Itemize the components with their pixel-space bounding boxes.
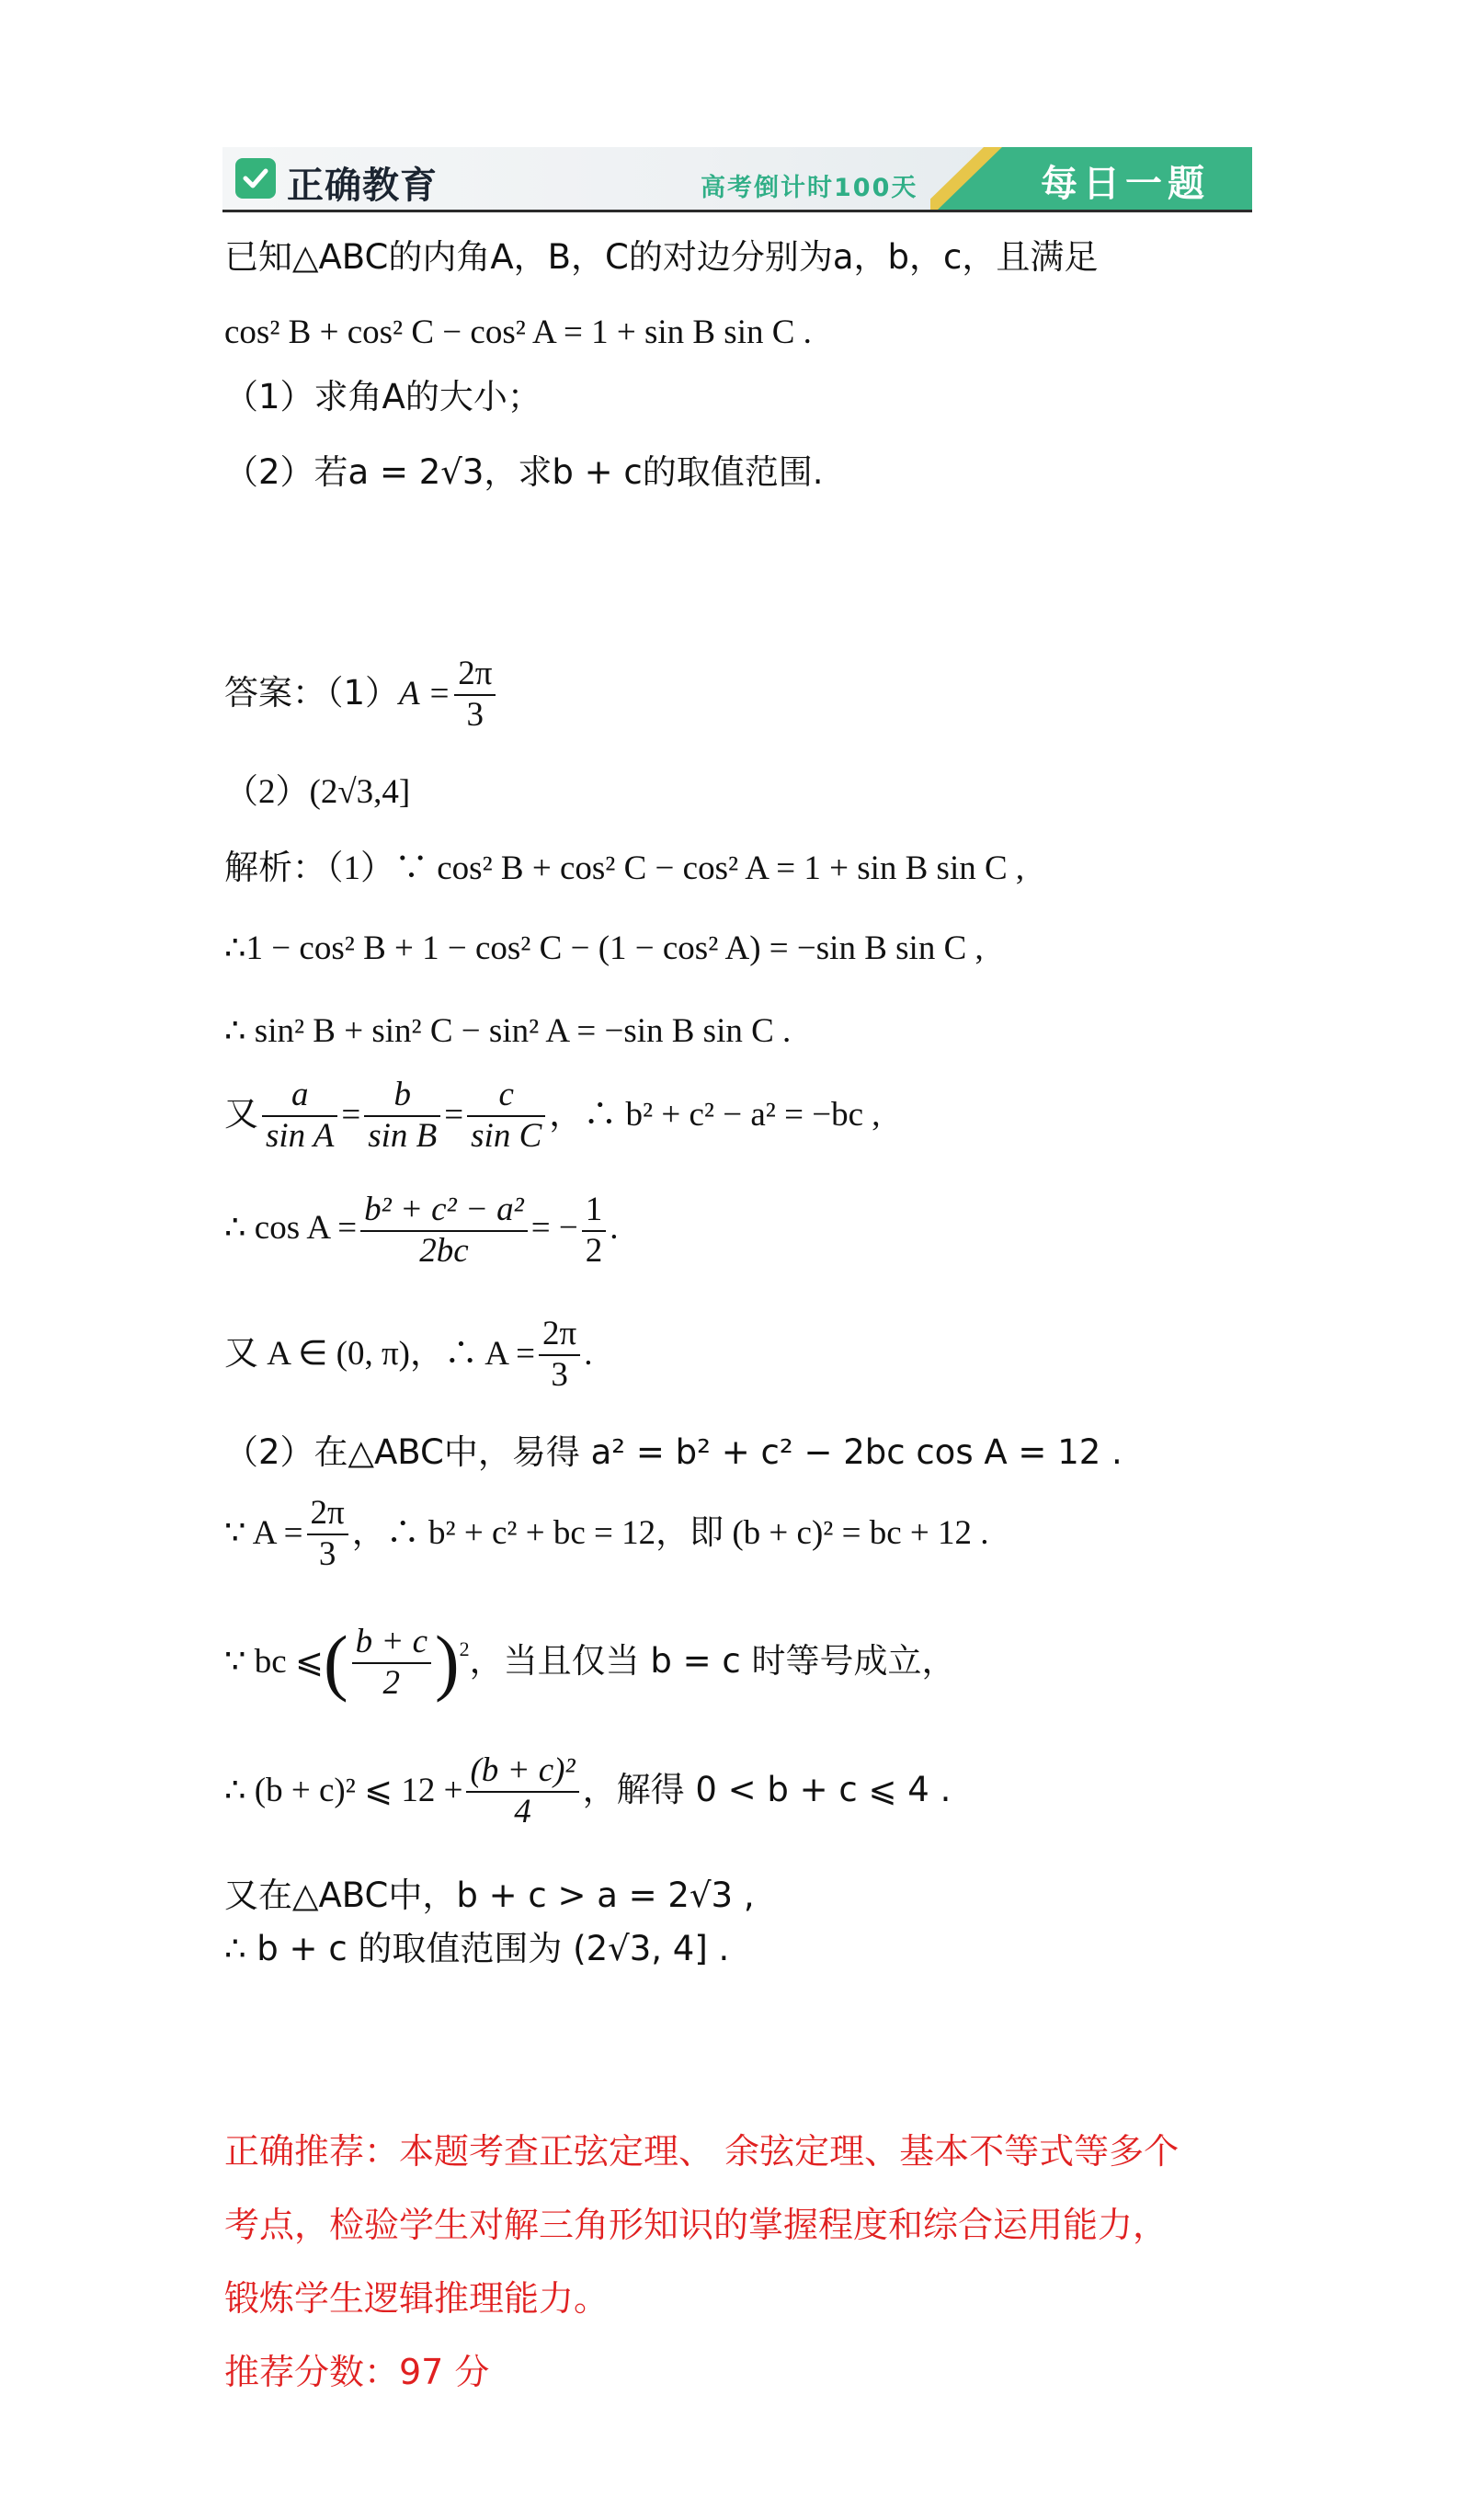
answer-1-prefix: （1）: [326, 673, 400, 713]
brand-name: 正确教育: [287, 165, 438, 207]
recommend-line-3: 锻炼学生逻辑推理能力。: [224, 2278, 610, 2319]
ratio-b-fraction: [364, 1076, 440, 1156]
fraction-numerator: 2π: [539, 1315, 580, 1356]
fraction-numerator: (b + c)²: [466, 1751, 578, 1793]
solution-line-2: ∴1 − cos² B + 1 − cos² C − (1 − cos² A) = −sin B sin C ,: [224, 929, 984, 967]
solution-10-tail: ，解得 0 < b + c ⩽ 4 .: [582, 1770, 952, 1810]
solution-5-lead: ∴ cos A =: [224, 1209, 358, 1248]
answer-1: [224, 655, 499, 735]
ratio-a-fraction: [262, 1076, 337, 1156]
angle-a-fraction-2: [307, 1494, 348, 1574]
mean-fraction: [352, 1623, 431, 1703]
solution-line-12: ∴ b + c 的取值范围为 (2√3, 4] .: [224, 1929, 730, 1968]
fraction-denominator: sin C: [471, 1116, 542, 1155]
answer-label: 答案：: [224, 673, 326, 713]
answer-1-fraction: [454, 655, 496, 735]
fraction-numerator: b: [364, 1076, 440, 1117]
fraction-numerator: a: [262, 1076, 337, 1117]
fraction-numerator: b + c: [352, 1623, 431, 1664]
angle-a-fraction: [539, 1315, 580, 1395]
fraction-denominator: sin B: [368, 1116, 438, 1155]
fraction-numerator: 1: [582, 1191, 607, 1232]
solution-line-6: 又 A ∈ (0, π)，∴ A = $\frac{2\pi}{3}$ .: [224, 1315, 593, 1394]
solution-label: 解析：: [224, 848, 326, 887]
solution-line-1: [224, 848, 1024, 889]
solution-line-9: ∵ bc ⩽( $\frac{b + c}{2}$ )$^2$，当且仅当 b = c 时等号成立，: [224, 1622, 956, 1704]
solution-9-tail: ，当且仅当 b = c 时等号成立，: [469, 1641, 956, 1682]
question-1: （1）求角A的大小；: [224, 377, 541, 416]
solution-4-lead: 又: [224, 1094, 258, 1135]
solution-10-lead: ∴ (b + c)² ⩽ 12 +: [224, 1772, 463, 1810]
solution-8-tail: ，∴ b² + c² + bc = 12，即 (b + c)² = bc + 12 .: [351, 1514, 989, 1553]
solution-line-5: ∴ cos A = $\frac{\text{b² + c² − a²}}{2bc}$ = − $\frac{1}{2}$ .: [224, 1191, 619, 1270]
fraction-denominator: 2: [585, 1231, 603, 1270]
header-divider: [222, 210, 1252, 212]
solution-line-3: ∴ sin² B + sin² C − sin² A = −sin B sin C .: [224, 1012, 792, 1050]
solution-line-4: 又 $\frac{a}{\text{sin A}}$ = $\frac{b}{\text{sin B}}$ = $\frac{c}{\text{sin C}}$ ，∴ b² + c² − a² = −bc ,: [224, 1076, 881, 1155]
question-2: （2）若a = 2√3，求b + c的取值范围.: [224, 452, 824, 492]
daily-question-badge: 每日一题: [1041, 163, 1210, 205]
fraction-numerator: 2π: [307, 1494, 348, 1535]
cos-a-fraction: [360, 1191, 528, 1271]
fraction-denominator: 3: [466, 695, 484, 734]
recommend-score: 推荐分数：97 分: [224, 2352, 490, 2392]
checkmark-icon: [235, 158, 276, 199]
square-quarter-fraction: [466, 1751, 578, 1831]
answer-2: （2）(2√3,4]: [224, 773, 411, 811]
exam-countdown: 高考倒计时100天: [701, 174, 918, 202]
fraction-denominator: 3: [318, 1534, 336, 1573]
fraction-numerator: 2π: [454, 655, 496, 696]
solution-9-lead: ∵ bc ⩽: [224, 1643, 324, 1682]
header-banner: [222, 147, 1252, 211]
solution-line-11: 又在△ABC中，b + c > a = 2√3 ,: [224, 1876, 755, 1915]
problem-stem-2: cos² B + cos² C − cos² A = 1 + sin B sin C .: [224, 314, 812, 351]
recommend-line-1: 正确推荐：本题考查正弦定理、 余弦定理、基本不等式等多个: [224, 2131, 1180, 2172]
answer-1-lhs: A =: [399, 675, 451, 713]
solution-line-8: [224, 1494, 989, 1574]
fraction-denominator: sin A: [266, 1116, 335, 1155]
solution-8-lead: ∵ A =: [224, 1514, 303, 1553]
problem-stem-1: 已知△ABC的内角A，B，C的对边分别为a，b，c，且满足: [224, 237, 1099, 277]
fraction-denominator: 3: [551, 1355, 568, 1394]
solution-5-mid: = −: [530, 1209, 578, 1248]
solution-step-1: （1）∵ cos² B + cos² C − cos² A = 1 + sin B sin C ,: [326, 850, 1025, 887]
solution-line-7: （2）在△ABC中，易得 a² = b² + c² − 2bc cos A = 12 .: [224, 1432, 1123, 1472]
solution-line-10: [224, 1751, 951, 1831]
fraction-numerator: c: [467, 1076, 545, 1117]
fraction-denominator: 2: [382, 1663, 401, 1702]
fraction-denominator: 4: [514, 1792, 531, 1830]
ratio-c-fraction: [467, 1076, 545, 1156]
solution-6-lead: 又 A ∈ (0, π)，∴ A =: [224, 1335, 535, 1374]
negative-half-fraction: [582, 1191, 607, 1271]
solution-4-tail: ，∴ b² + c² − a² = −bc ,: [549, 1096, 881, 1135]
fraction-numerator: b² + c² − a²: [360, 1191, 528, 1232]
recommend-line-2: 考点，检验学生对解三角形知识的掌握程度和综合运用能力，: [224, 2205, 1168, 2245]
fraction-denominator: 2bc: [419, 1231, 469, 1270]
